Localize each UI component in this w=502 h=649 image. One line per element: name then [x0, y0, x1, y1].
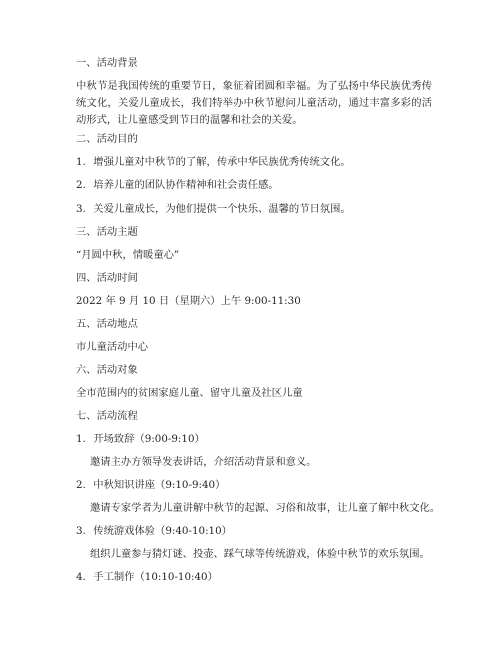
audience-text: 全市范围内的贫困家庭儿童、留守儿童及社区儿童	[76, 387, 303, 399]
process-step-description: 邀请专家学者为儿童讲解中秋节的起源、习俗和故事，让儿童了解中秋文化。	[90, 502, 441, 514]
heading-theme: 三、活动主题	[76, 226, 138, 238]
purpose-item-text: 培养儿童的团队协作精神和社会责任感。	[93, 179, 279, 191]
purpose-item	[76, 154, 351, 171]
theme-text: “月圆中秋，情暖童心”	[76, 249, 180, 261]
heading-process: 七、活动流程	[76, 410, 138, 422]
purpose-item-text: 增强儿童对中秋节的了解，传承中华民族优秀传统文化。	[93, 156, 351, 168]
paragraph-background: 中秋节是我国传统的重要节日，象征着团圆和幸福。为了弘扬中华民族优秀传统文化，关爱儿童成长，我们特举办中秋节慰问儿童活动，通过丰富多彩的活动形式，让儿童感受到节日的温馨和社会的关爱。	[76, 80, 432, 126]
process-step-heading: 开场致辞（9:00-9:10）	[93, 433, 205, 445]
process-step-heading: 手工制作（10:10-10:40）	[93, 571, 218, 583]
heading-location: 五、活动地点	[76, 318, 138, 330]
process-step-title	[76, 569, 218, 586]
process-step-title	[76, 477, 225, 494]
process-step-title	[76, 523, 232, 540]
purpose-item-text: 关爱儿童成长，为他们提供一个快乐、温馨的节日氛围。	[93, 203, 351, 215]
heading-time: 四、活动时间	[76, 272, 138, 284]
purpose-item	[76, 177, 279, 194]
time-text: 2022 年 9 月 10 日（星期六）上午 9:00-11:30	[76, 295, 301, 307]
purpose-item-number: 3.	[76, 203, 86, 215]
process-step-description: 邀请主办方领导发表讲话，介绍活动背景和意义。	[90, 456, 317, 468]
purpose-item	[76, 201, 351, 218]
location-text: 市儿童活动中心	[76, 341, 149, 353]
process-step-heading: 中秋知识讲座（9:10-9:40）	[93, 479, 226, 491]
purpose-item-number: 2.	[76, 179, 86, 191]
heading-purpose: 二、活动目的	[76, 133, 138, 145]
process-step-heading: 传统游戏体验（9:40-10:10）	[93, 525, 232, 537]
process-step-number: 4.	[76, 571, 86, 583]
heading-audience: 六、活动对象	[76, 364, 138, 376]
process-step-number: 3.	[76, 525, 86, 537]
purpose-item-number: 1.	[76, 156, 86, 168]
process-step-description: 组织儿童参与猜灯谜、投壶、踩气球等传统游戏，体验中秋节的欢乐氛围。	[90, 548, 430, 560]
process-step-number: 1.	[76, 433, 86, 445]
process-step-title	[76, 431, 205, 448]
process-step-number: 2.	[76, 479, 86, 491]
heading-background: 一、活动背景	[76, 57, 138, 69]
